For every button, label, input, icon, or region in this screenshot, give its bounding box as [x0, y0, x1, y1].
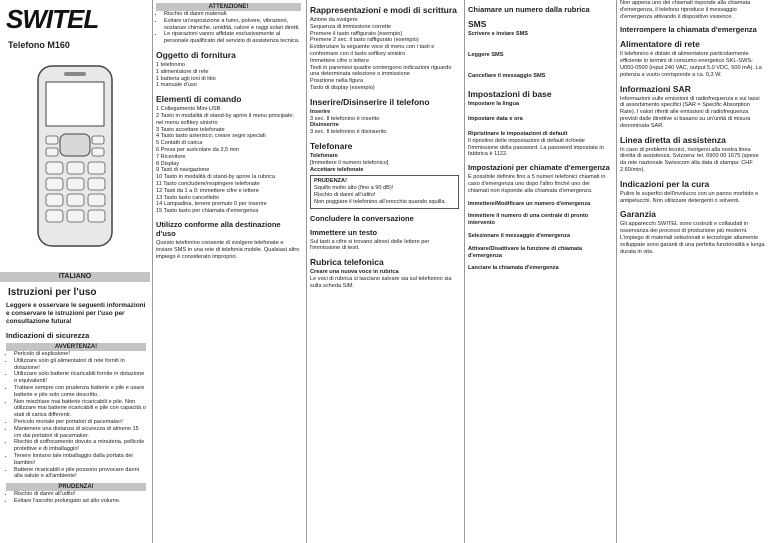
rapp-list — [310, 17, 459, 92]
language-bar: ITALIANO — [0, 272, 150, 282]
linea-text: In caso di problemi tecnici, rivolgersi alla nostra linea diretta di assistenza. Svizzera: tel. 0900 00 1675 (spese da rete nazionale Swisscom alla data di stampa: CHF 2.60/min). — [620, 146, 759, 173]
alimentatore-heading: Alimentatore di rete — [620, 39, 700, 50]
list-item: 15 Tasto tasto per chiamata d'emergenza — [156, 208, 259, 215]
instructions-title: Istruzioni per l'uso — [8, 287, 97, 298]
list-item: • Evitare l'ascolto prolungato ad alto volume. — [14, 498, 146, 505]
inserire-heading: Inserire/Disinserire il telefono — [310, 96, 430, 107]
list-item: 8 Display — [156, 160, 180, 167]
list-item: • Non mischiare mai batterie ricaricabili e pile. Non utilizzare mai batterie ricaricabili e pile con capacità o stati di carica differenti. — [14, 399, 146, 419]
list-item: 12 Tasti da 1 a 0: immettere cifre e lettere — [156, 187, 259, 194]
list-item: Squillo molto alto (fino a 90 dB)! — [314, 185, 394, 192]
sar-heading: Informazioni SAR — [620, 83, 691, 94]
column-1 — [0, 0, 150, 543]
risk-list — [156, 11, 301, 45]
list-item: Cancellare il messaggio SMS — [468, 72, 546, 79]
impostazioni-list — [468, 101, 611, 158]
list-item: Inserire — [310, 108, 331, 115]
list-item: 6 Presa per auricolare da 3,5 mm — [156, 146, 240, 153]
list-item: 1 telefonino — [156, 61, 185, 68]
telefonare-heading: Telefonare — [310, 140, 353, 151]
list-item: 3 sec. Il telefonino è inserito — [310, 115, 380, 122]
list-item: Impostare data e ora — [468, 116, 523, 123]
linea-heading: Linea diretta di assistenza — [620, 134, 726, 145]
cura-text: Pulire le superfici dell'involucro con un panno morbido e antipelucchi. Non utilizzare detergenti o solventi. — [620, 190, 759, 204]
list-item: Sequenza di immissione corrette — [310, 23, 392, 30]
list-item: • Rischio di soffocamento dovuto a minuteria, pellicole protettive e di imballaggio! — [14, 439, 146, 453]
list-item: Evidenziare la seguente voce di menu con i tasti e confermare con il tasto softkey sinistro — [310, 44, 435, 57]
list-item: • Le riparazioni vanno affidate esclusivamente al personale qualificato del servizio di assistenza tecnica. — [164, 31, 301, 45]
emergenza-heading: Impostazioni per chiamate d'emergenza — [468, 163, 610, 173]
garanzia-heading: Garanzia — [620, 209, 656, 220]
list-item: 4 Tasto tasto asterisco; creare segni speciali — [156, 133, 266, 140]
intro-text: Leggere e osservare le seguenti informazioni e conservare le istruzioni per l'uso per consultazione futura! — [6, 302, 146, 325]
attenzione-bar: ATTENZIONE! — [156, 3, 301, 11]
list-item: 7 Ricevitore — [156, 153, 186, 160]
cura-heading: Indicazioni per la cura — [620, 178, 710, 189]
list-item: Disinserire — [310, 122, 339, 129]
elementi-list — [156, 106, 301, 215]
list-item: Immettere/Modificare un numero d'emergenza — [468, 200, 591, 207]
list-item: • Pericolo di esplosione! — [14, 351, 146, 358]
list-item: Le voci di rubrica si lasciano salvare sia sul telefonino sia sulla scheda SIM. — [310, 275, 452, 289]
prudenza-label: PRUDENZA! — [314, 178, 347, 185]
list-item: Ripristinare le impostazioni di default — [468, 130, 568, 137]
utilizzo-heading: Utilizzo conforme alla destinazione d'uso — [156, 219, 281, 238]
list-item: Premere il tasto raffigurato (esempio) — [310, 30, 403, 37]
list-item: Telefonare — [310, 152, 338, 159]
oggetto-list — [156, 62, 301, 89]
garanzia-text: Gli apparecchi SWITEL sono costruiti e collaudati in osservanza dei processi di produzione più moderni. L'impiego di materiali selezionati e tecnologie altamente sviluppate sono garanti di una perfetta funzionalità e lunga durata in vita. — [620, 221, 765, 255]
list-item: 2 Tasto in modalità di stand-by aprire il menu principale; nel menu softkey sinistro — [156, 112, 294, 126]
list-item: Accettare telefonate — [310, 166, 364, 173]
list-item: Selezionare il messaggio d'emergenza — [468, 232, 571, 239]
list-item: 11 Tasto concludere/respingere telefonate — [156, 180, 260, 187]
list-item: • Utilizzare solo batterie ricaricabili fornite in dotazione o equivalenti! — [14, 371, 146, 385]
list-item: 14 Lampadina, tenere premuto 0 per inserire — [156, 201, 267, 208]
list-item: [Immettere il numero telefonico] — [310, 159, 389, 166]
list-item: Premere 2 sec. il tasto raffigurato (esempio) — [310, 37, 419, 44]
prudenza-list — [6, 491, 146, 505]
list-item: Posizione nella figura — [310, 78, 364, 85]
immettere-text: Sul tasti a cifre si trovano altresì delle lettere per l'immissione di testi. — [310, 238, 430, 252]
interrompere-heading: Interrompere la chiamata d'emergenza — [620, 25, 757, 35]
list-item: 1 alimentatore di rete — [156, 68, 209, 75]
list-item: Rischio di danni all'udito! — [314, 191, 376, 198]
column-4 — [464, 0, 614, 543]
list-item: Azione da svolgere — [310, 17, 358, 23]
list-item: • Trattare sempre con prudenza batterie e pile e usare batterie e pile solo come descritto. — [14, 385, 146, 399]
impostazioni-heading: Impostazioni di base — [468, 89, 552, 100]
list-item: 13 Tasto tasto cancelletto — [156, 194, 220, 201]
column-3 — [306, 0, 462, 543]
column-5 — [616, 0, 768, 543]
immettere-heading: Immettere un testo — [310, 227, 378, 237]
rubrica-heading: Rubrica telefonica — [310, 257, 384, 268]
prudenza-box — [310, 175, 459, 208]
list-item: • Pericolo mortale per portatori di pacemaker! — [14, 419, 146, 426]
inserire-list — [310, 109, 459, 136]
utilizzo-text: Questo telefonino consente di svolgere telefonate e inviare SMS in una rete di telefonia mobile. Qualsiasi altro impiego è considerato improprio. — [156, 239, 300, 260]
list-item: • Utilizzare solo gli alimentatori di rete forniti in dotazione! — [14, 358, 146, 372]
list-item: • Rischio di danni materiali. — [164, 11, 301, 18]
safety-heading: Indicazioni di sicurezza — [6, 331, 90, 340]
brand-logo: SWITEL — [6, 4, 99, 34]
elementi-heading: Elementi di comando — [156, 94, 242, 105]
list-item: 1 manuale d'uso — [156, 82, 197, 89]
emergenza-list — [468, 201, 611, 273]
emergenza-text: È possibile definire fino a 5 numeri telefonici chiamati in caso d'emergenza uno dopo l'altro finché uno dei chiamati non risponde alla chiamata d'emergenza. — [468, 174, 606, 194]
list-item: Attivare/Disattivare la funzione di chiamata d'emergenza — [468, 245, 583, 259]
safety-list — [6, 351, 146, 480]
list-item: Creare una nuova voce in rubrica — [310, 269, 399, 276]
sms-list — [468, 31, 611, 79]
model-title: Telefono M160 — [8, 40, 70, 50]
avvertenza-bar: AVVERTENZA! — [6, 343, 146, 351]
sar-text: Informazioni sulle emissioni di radiofrequenza e sui tassi di assorbimento specifici (SAR = Specific Absorption Rate). I valori riferiti alle emissioni di radiofrequenza previsti dalle direttive si basano su un'unità di misura denominata SAR. — [620, 95, 760, 129]
prudenza-bar: PRUDENZA! — [6, 483, 146, 491]
telefonare-list — [310, 153, 459, 173]
phone-illustration — [20, 56, 130, 252]
chiamare-heading: Chiamare un numero dalla rubrica — [468, 5, 590, 14]
list-item: • Tenere lontano tale imballaggio dalla portata dei bambini! — [14, 453, 146, 467]
alimentatore-text: Il telefonino è dotato di alimentatore particolarmente efficiente in termini di consumo energetico SKL-SWS-U050-0500 (input 240 VAC, output 5,0 VDC, 500 mA). La potenza a vuoto corrisponde a ca. 0,3 W. — [620, 51, 762, 78]
list-item: Il ripristino delle impostazioni di default richiede l'immissione della password. La password impostata in fabbrica è 1122. — [468, 137, 604, 158]
list-item: 3 sec. Il telefonino è disinserito — [310, 129, 387, 136]
list-item: • Evitare un'esposizione a fumo, polvere, vibrazioni, sostanze chimiche, umidità, calore e raggi solari diretti. — [164, 18, 301, 32]
list-item: Leggere SMS — [468, 51, 504, 58]
list-item: 9 Tasti di navigazione — [156, 167, 210, 174]
list-item: 1 Collegamento Mini-USB — [156, 106, 221, 113]
list-item: Immettere il numero di una centrale di pronto intervento — [468, 213, 589, 227]
list-item: Immettere cifre o lettere — [310, 57, 370, 64]
list-item: Testi in parentesi quadre contengono indicazioni riguardo una determinata selezione o immissione — [310, 64, 452, 78]
rapp-heading: Rappresentazioni e modi di scrittura — [310, 5, 457, 15]
sms-heading: SMS — [468, 19, 487, 29]
emergenza-p1: Non appena uno dei chiamati risponde alla chiamata d'emergenza, il telefono riproduce il messaggio d'emergenza attivando il dispositivo vivavoce. — [620, 0, 751, 20]
list-item: Non poggiare il telefonino all'orecchio quando squilla. — [314, 198, 446, 205]
list-item: • Batterie ricaricabili e pile possono provocare danni alla salute e all'ambiente! — [14, 467, 146, 481]
list-item: 5 Contatti di carica — [156, 140, 203, 147]
column-2 — [152, 0, 304, 543]
concludere-heading: Concludere la conversazione — [310, 213, 414, 223]
list-item: • Mantenere una distanza di sicurezza di almeno 15 cm dai portatori di pacemaker. — [14, 426, 146, 440]
list-item: 1 batteria agli ioni di litio — [156, 75, 216, 82]
rubrica-list — [310, 269, 459, 289]
list-item: Scrivere e inviare SMS — [468, 31, 529, 37]
list-item: • Rischio di danni all'udito! — [14, 491, 146, 498]
list-item: 3 Tasto accettare telefonate — [156, 126, 225, 133]
list-item: Impostare la lingua — [468, 101, 519, 108]
list-item: 10 Tasto in modalità di stand-by aprire la rubrica — [156, 174, 275, 181]
list-item: Tasto di display (esempio) — [310, 84, 375, 91]
list-item: Lanciare la chiamata d'emergenza — [468, 265, 559, 272]
oggetto-heading: Oggetto di fornitura — [156, 49, 236, 60]
